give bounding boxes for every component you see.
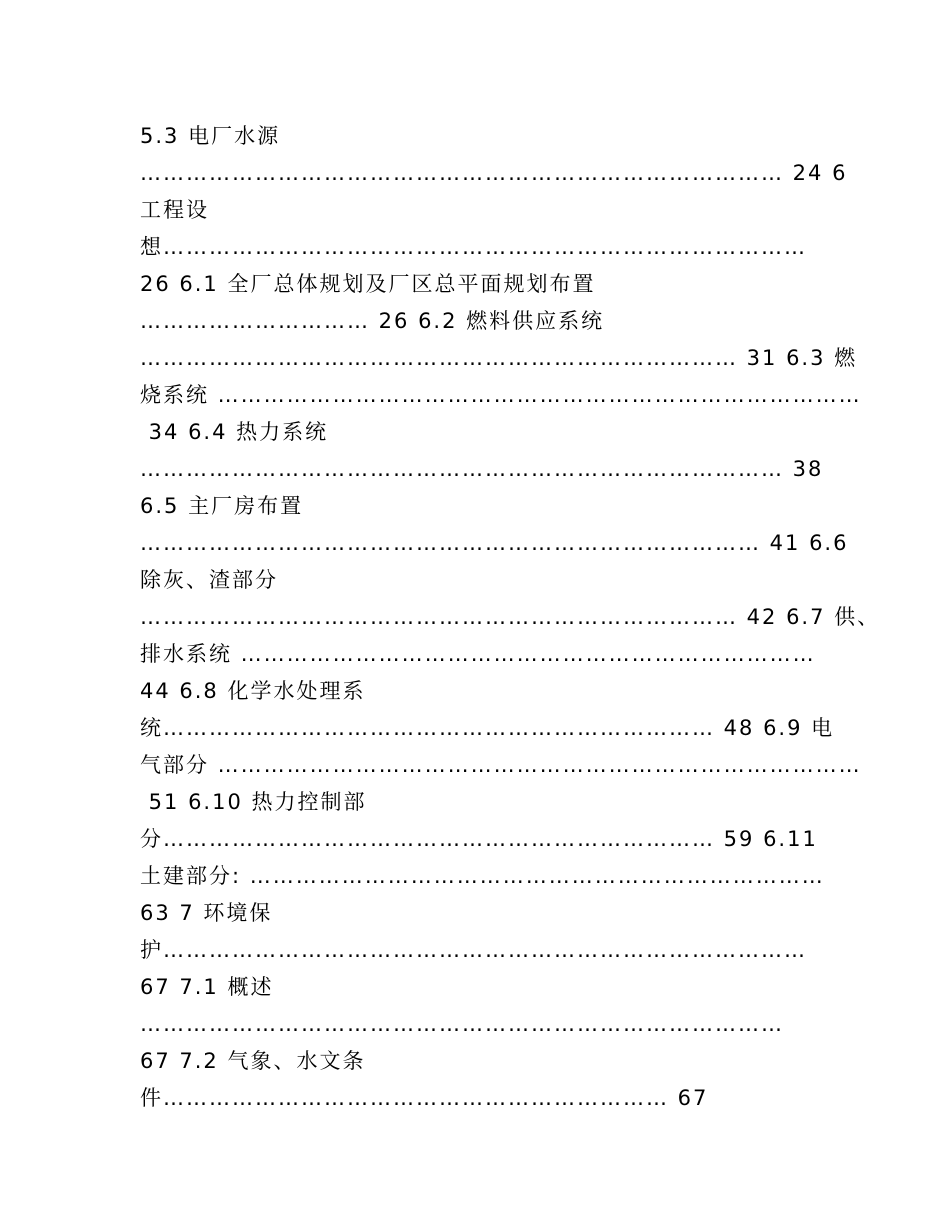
toc-line: 44 6.8 化学水处理系 xyxy=(140,679,366,703)
toc-line: 67 7.2 气象、水文条 xyxy=(140,1049,366,1073)
toc-line: 工程设 xyxy=(140,198,209,222)
toc-line: 土建部分: ………………………………………………………………… xyxy=(140,864,825,888)
toc-line: 件………………………………………………………… 67 xyxy=(140,1086,709,1110)
toc-line: 护………………………………………………………………………… xyxy=(140,938,807,962)
toc-line: ……………………………………………………………………… 41 6.6 xyxy=(140,531,849,555)
toc-line: 除灰、渣部分 xyxy=(140,568,278,592)
toc-line: ………………………………………………………………………… xyxy=(140,1012,784,1036)
toc-line: …………………………………………………………………… 42 6.7 供、 xyxy=(140,605,881,629)
toc-line: 统……………………………………………………………… 48 6.9 电 xyxy=(140,716,835,740)
table-of-contents xyxy=(140,118,881,1117)
toc-line: 6.5 主厂房布置 xyxy=(140,494,304,518)
toc-line: 26 6.1 全厂总体规划及厂区总平面规划布置 xyxy=(140,272,596,296)
toc-line: …………………………………………………………………… 31 6.3 燃 xyxy=(140,346,858,370)
toc-line: ………………………… 26 6.2 燃料供应系统 xyxy=(140,309,605,333)
toc-line: ………………………………………………………………………… 38 xyxy=(140,457,824,481)
toc-line: ………………………………………………………………………… 24 6 xyxy=(140,161,848,185)
toc-line: 分……………………………………………………………… 59 6.11 xyxy=(140,827,818,851)
toc-line: 烧系统 ………………………………………………………………………… xyxy=(140,383,862,407)
toc-line: 51 6.10 热力控制部 xyxy=(140,790,367,814)
toc-line: 63 7 环境保 xyxy=(140,901,273,925)
toc-line: 气部分 ………………………………………………………………………… xyxy=(140,753,862,777)
toc-line: 5.3 电厂水源 xyxy=(140,124,281,148)
toc-line: 34 6.4 热力系统 xyxy=(140,420,329,444)
toc-line: 排水系统 ………………………………………………………………… xyxy=(140,642,816,666)
toc-line: 67 7.1 概述 xyxy=(140,975,274,999)
toc-line: 想………………………………………………………………………… xyxy=(140,235,807,259)
